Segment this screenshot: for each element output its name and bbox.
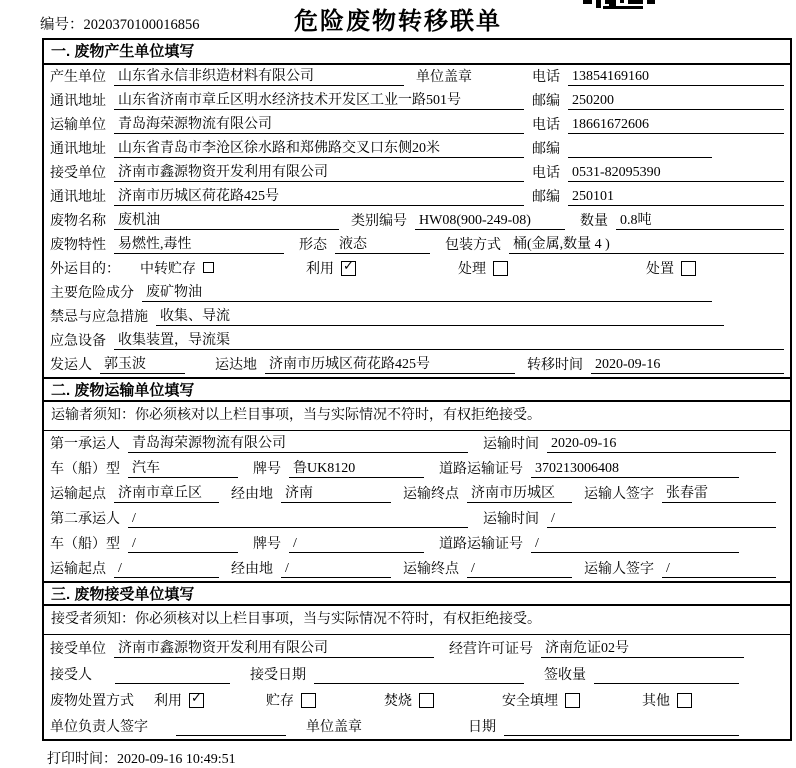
- receiver-notice: 接受者须知：你必须核对以上栏目事项，当与实际情况不符时，有权拒绝接受。: [44, 606, 790, 635]
- accept-date-label: 接受日期: [250, 668, 306, 683]
- receiver-address-label: 通讯地址: [50, 190, 106, 205]
- purpose-transit-storage-label: 中转贮存: [140, 262, 196, 277]
- receiver-phone-label: 电话: [532, 166, 560, 181]
- purpose-dispose-label: 处置: [646, 262, 674, 277]
- route1-via-label: 经由地: [231, 487, 273, 502]
- unit-seal-label: 单位盖章: [416, 70, 472, 85]
- row-producer: [44, 65, 790, 89]
- received-amount-value: [594, 683, 739, 684]
- vehicle-type1-value: 汽车: [128, 457, 238, 478]
- route1-end-label: 运输终点: [403, 487, 459, 502]
- vehicle-type1-label: 车（船）型: [50, 462, 120, 477]
- purpose-utilize-label: 利用: [306, 262, 334, 277]
- disposal-checkbox-other: [642, 690, 692, 710]
- transfer-time-value: 2020-09-16: [591, 357, 784, 374]
- quantity-value: 0.8吨: [616, 209, 784, 230]
- receiver-zip-label: 邮编: [532, 190, 560, 205]
- vehicle-type2-value: /: [128, 536, 238, 553]
- waste-traits-value: 易燃性,毒性: [114, 233, 284, 254]
- transfer-purpose-label: 外运目的：: [50, 262, 120, 277]
- category-code-value: HW08(900-249-08): [415, 213, 565, 230]
- row-waste-traits: [44, 233, 790, 257]
- route1-signer-value: 张春雷: [662, 482, 776, 503]
- form-label: 形态: [299, 238, 327, 253]
- route1-end-value: 济南市历城区: [467, 482, 572, 503]
- document-number-value: 2020370100016856: [83, 17, 200, 33]
- row-transport-unit: [44, 113, 790, 137]
- producer-zip-value: 250200: [568, 93, 784, 110]
- emergency-equipment-label: 应急设备: [50, 334, 106, 349]
- accept-unit-value: 济南市鑫源物资开发利用有限公司: [114, 637, 434, 658]
- transport-zip-value: [568, 157, 712, 158]
- row-route2: [44, 556, 790, 581]
- route2-signer-value: /: [662, 561, 776, 578]
- transport-phone-label: 电话: [532, 118, 560, 133]
- document-header: [0, 0, 796, 38]
- purpose-checkbox-treat: [458, 258, 508, 278]
- category-code-label: 类别编号: [351, 214, 407, 229]
- emergency-measures-value: 收集、导流: [156, 305, 724, 326]
- permit-number-label: 经营许可证号: [449, 642, 533, 657]
- route2-start-label: 运输起点: [50, 562, 106, 577]
- emergency-measures-label: 禁忌与应急措施: [50, 310, 148, 325]
- producer-phone-value: 13854169160: [568, 69, 784, 86]
- vehicle-type2-label: 车（船）型: [50, 537, 120, 552]
- producer-zip-label: 邮编: [532, 94, 560, 109]
- disposal-incinerate-label: 焚烧: [384, 694, 412, 709]
- emergency-equipment-value: 收集装置，导流渠: [114, 329, 784, 350]
- received-amount-label: 签收量: [544, 668, 586, 683]
- unit-seal2-label: 单位盖章: [306, 720, 362, 735]
- responsible-sign-label: 单位负责人签字: [50, 720, 148, 735]
- producer-phone-label: 电话: [532, 70, 560, 85]
- purpose-checkbox-utilize: [306, 258, 356, 278]
- disposal-checkbox-landfill: [502, 690, 580, 710]
- hazard-components-label: 主要危险成分: [50, 286, 134, 301]
- row-receipt: [44, 661, 790, 687]
- route1-start-value: 济南市章丘区: [114, 482, 219, 503]
- route2-via-value: /: [281, 561, 391, 578]
- row-accept-unit: [44, 635, 790, 661]
- route2-start-value: /: [114, 561, 219, 578]
- route1-via-value: 济南: [281, 482, 391, 503]
- packing-label: 包装方式: [445, 238, 501, 253]
- signoff-date-value: [504, 735, 739, 736]
- destination-label: 运达地: [215, 358, 257, 373]
- transport-address-value: 山东省青岛市李沧区徐水路和郑佛路交叉口东侧20米: [114, 137, 524, 158]
- qr-code-fragment: [583, 0, 655, 10]
- section3-header: 三. 废物接受单位填写: [44, 581, 790, 606]
- manifest-form: [42, 38, 792, 741]
- accept-date-value: [314, 683, 524, 684]
- checkbox-checked-icon: ✓: [189, 693, 204, 708]
- accept-unit-label: 接受单位: [50, 642, 106, 657]
- transport-address-label: 通讯地址: [50, 142, 106, 157]
- plate2-label: 牌号: [253, 537, 281, 552]
- transport-unit-label: 运输单位: [50, 118, 106, 133]
- receiver-address-value: 济南市历城区荷花路425号: [114, 185, 524, 206]
- route2-end-label: 运输终点: [403, 562, 459, 577]
- receiver-zip-value: 250101: [568, 189, 784, 206]
- disposal-checkbox-storage: [266, 690, 316, 710]
- disposal-checkbox-utilize: [154, 690, 204, 710]
- shipper-value: 郭玉波: [100, 353, 185, 374]
- producer-unit-value: 山东省永信非织造材料有限公司: [114, 65, 404, 86]
- row-receiver-unit: [44, 161, 790, 185]
- checkbox-icon: [203, 262, 214, 273]
- print-time-value: 2020-09-16 10:49:51: [117, 752, 236, 767]
- row-transfer-purpose: [44, 257, 790, 281]
- producer-unit-label: 产生单位: [50, 70, 106, 85]
- disposal-landfill-label: 安全填埋: [502, 694, 558, 709]
- first-carrier-label: 第一承运人: [50, 437, 120, 452]
- row-emergency-equipment: [44, 329, 790, 353]
- row-dispatch: [44, 353, 790, 377]
- print-time: [47, 748, 796, 768]
- transport-time2-label: 运输时间: [483, 512, 539, 527]
- accept-person-label: 接受人: [50, 668, 92, 683]
- second-carrier-label: 第二承运人: [50, 512, 120, 527]
- plate1-value: 鲁UK8120: [289, 457, 424, 478]
- transport-time2-value: /: [547, 511, 776, 528]
- responsible-sign-value: [176, 735, 286, 736]
- packing-value: 桶(金属,数量 4 ): [509, 233, 784, 254]
- waste-name-value: 废机油: [114, 209, 339, 230]
- checkbox-icon: [681, 261, 696, 276]
- route1-signer-label: 运输人签字: [584, 487, 654, 502]
- transport-time1-value: 2020-09-16: [547, 436, 776, 453]
- first-carrier-value: 青岛海荣源物流有限公司: [128, 432, 468, 453]
- row-vehicle2: [44, 531, 790, 556]
- transfer-time-label: 转移时间: [527, 358, 583, 373]
- section1-header: 一. 废物产生单位填写: [44, 40, 790, 65]
- disposal-other-label: 其他: [642, 694, 670, 709]
- purpose-treat-label: 处理: [458, 262, 486, 277]
- road-license2-value: /: [531, 536, 739, 553]
- hazard-components-value: 废矿物油: [142, 281, 712, 302]
- route2-end-value: /: [467, 561, 572, 578]
- signoff-date-label: 日期: [468, 720, 496, 735]
- row-signoff: [44, 713, 790, 739]
- transport-zip-label: 邮编: [532, 142, 560, 157]
- shipper-label: 发运人: [50, 358, 92, 373]
- road-license1-label: 道路运输证号: [439, 462, 523, 477]
- row-producer-address: [44, 89, 790, 113]
- row-route1: [44, 481, 790, 506]
- purpose-checkbox-dispose: [646, 258, 696, 278]
- disposal-checkbox-incinerate: [384, 690, 434, 710]
- plate1-label: 牌号: [253, 462, 281, 477]
- row-second-carrier: [44, 506, 790, 531]
- disposal-utilize-label: 利用: [154, 694, 182, 709]
- form-value: 液态: [335, 233, 430, 254]
- quantity-label: 数量: [580, 214, 608, 229]
- route1-start-label: 运输起点: [50, 487, 106, 502]
- row-vehicle1: [44, 456, 790, 481]
- purpose-checkbox-transit-storage: [140, 258, 214, 278]
- checkbox-checked-icon: ✓: [341, 261, 356, 276]
- row-hazard-components: [44, 281, 790, 305]
- checkbox-icon: [677, 693, 692, 708]
- checkbox-icon: [419, 693, 434, 708]
- destination-value: 济南市历城区荷花路425号: [265, 353, 515, 374]
- disposal-storage-label: 贮存: [266, 694, 294, 709]
- row-emergency-measures: [44, 305, 790, 329]
- route2-via-label: 经由地: [231, 562, 273, 577]
- waste-name-label: 废物名称: [50, 214, 106, 229]
- plate2-value: /: [289, 536, 424, 553]
- row-waste-name: [44, 209, 790, 233]
- row-disposal-method: [44, 687, 790, 713]
- producer-address-value: 山东省济南市章丘区明水经济技术开发区工业一路501号: [114, 89, 524, 110]
- page-title: 危险废物转移联单: [294, 8, 502, 35]
- accept-person-value: [115, 683, 230, 684]
- document-number-label: 编号：: [40, 17, 84, 33]
- print-time-label: 打印时间：: [47, 752, 117, 767]
- transporter-notice: 运输者须知：你必须核对以上栏目事项，当与实际情况不符时，有权拒绝接受。: [44, 402, 790, 431]
- row-receiver-address: [44, 185, 790, 209]
- receiver-unit-label: 接受单位: [50, 166, 106, 181]
- route2-signer-label: 运输人签字: [584, 562, 654, 577]
- transport-unit-value: 青岛海荣源物流有限公司: [114, 113, 524, 134]
- transport-time1-label: 运输时间: [483, 437, 539, 452]
- transport-phone-value: 18661672606: [568, 117, 784, 134]
- road-license2-label: 道路运输证号: [439, 537, 523, 552]
- row-transport-address: [44, 137, 790, 161]
- waste-traits-label: 废物特性: [50, 238, 106, 253]
- disposal-method-label: 废物处置方式: [50, 694, 134, 709]
- permit-number-value: 济南危证02号: [541, 637, 744, 658]
- road-license1-value: 370213006408: [531, 461, 739, 478]
- checkbox-icon: [565, 693, 580, 708]
- checkbox-icon: [301, 693, 316, 708]
- producer-address-label: 通讯地址: [50, 94, 106, 109]
- receiver-unit-value: 济南市鑫源物资开发利用有限公司: [114, 161, 524, 182]
- second-carrier-value: /: [128, 511, 468, 528]
- checkbox-icon: [493, 261, 508, 276]
- row-first-carrier: [44, 431, 790, 456]
- section2-header: 二. 废物运输单位填写: [44, 377, 790, 402]
- receiver-phone-value: 0531-82095390: [568, 165, 784, 182]
